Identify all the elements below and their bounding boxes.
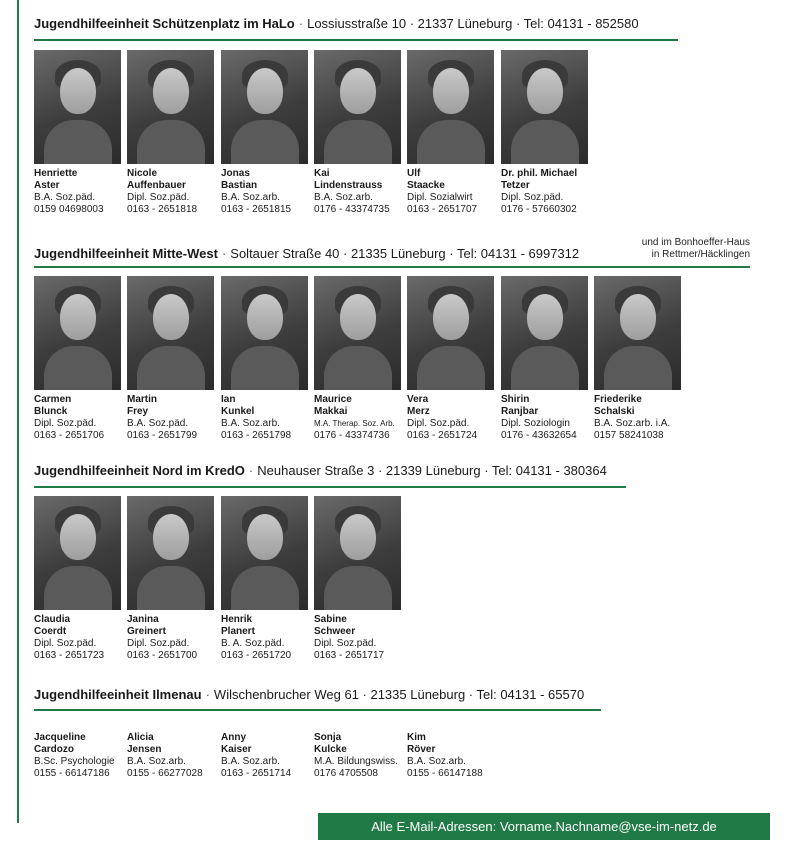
- email-note: Alle E-Mail-Adressen: Vorname.Nachname@vse-im-netz.de: [371, 819, 717, 834]
- first-name: Martin: [127, 394, 157, 405]
- portrait-photo: [34, 50, 121, 164]
- job-title: B.A. Soz.arb.: [314, 192, 373, 203]
- last-name: Kaiser: [221, 744, 252, 755]
- phone-number: 0163 - 2651700: [127, 650, 198, 661]
- job-title: B.A. Soz.päd.: [34, 192, 96, 203]
- phone-number: 0155 - 66147186: [34, 768, 110, 779]
- section-rule: [34, 39, 678, 41]
- first-name: Nicole: [127, 168, 158, 179]
- last-name: Röver: [407, 744, 436, 755]
- last-name: Kunkel: [221, 406, 255, 417]
- section-address: Soltauer Straße 40 · 21335 Lüneburg · Tel: 04131 - 6997312: [230, 246, 580, 261]
- person-card: [314, 728, 402, 780]
- job-title: B. A. Soz.päd.: [221, 638, 285, 649]
- last-name: Merz: [407, 406, 430, 417]
- phone-number: 0163 - 2651714: [221, 768, 292, 779]
- section-rule: [34, 266, 750, 268]
- person-card: [221, 728, 309, 780]
- job-title: B.A. Soz.arb.: [127, 756, 186, 767]
- first-name: Sonja: [314, 732, 342, 743]
- person-card: [34, 276, 122, 442]
- portrait-photo: [127, 276, 214, 390]
- first-name: Claudia: [34, 614, 71, 625]
- person-card: [127, 276, 215, 442]
- phone-number: 0159 04698003: [34, 204, 104, 215]
- phone-number: 0163 - 2651717: [314, 650, 385, 661]
- portrait-photo: [34, 496, 121, 610]
- section-name: Jugendhilfeeinheit Nord im KredO: [34, 463, 245, 478]
- portrait-photo: [127, 496, 214, 610]
- person-card: [407, 276, 495, 442]
- job-title: Dipl. Soz.päd.: [407, 418, 470, 429]
- last-name: Planert: [221, 626, 255, 637]
- portrait-photo: [221, 496, 308, 610]
- portrait-photo: [221, 276, 308, 390]
- phone-number: 0163 - 2651815: [221, 204, 292, 215]
- portrait-photo: [221, 50, 308, 164]
- phone-number: 0163 - 2651724: [407, 430, 478, 441]
- section-name: Jugendhilfeeinheit Schützenplatz im HaLo: [34, 16, 295, 31]
- section-address: Wilschenbrucher Weg 61 · 21335 Lüneburg · Tel: 04131 - 65570: [213, 687, 585, 702]
- job-title: M.A. Therap. Soz. Arb.: [314, 419, 395, 428]
- section-mitte-west: [34, 237, 750, 261]
- person-card: [314, 50, 402, 216]
- person-card: [221, 276, 309, 442]
- last-name: Tetzer: [501, 180, 530, 191]
- last-name: Kulcke: [314, 744, 347, 755]
- phone-number: 0157 58241038: [594, 430, 664, 441]
- person-card: [221, 50, 309, 216]
- person-card: [221, 496, 309, 662]
- portrait-photo: [127, 50, 214, 164]
- section-heading: Jugendhilfeeinheit Ilmenau · Wilschenbrucher Weg 61 · 21335 Lüneburg · Tel: 04131 - 65570: [34, 687, 585, 702]
- first-name: Jacqueline: [34, 732, 86, 743]
- last-name: Jensen: [127, 744, 162, 755]
- last-name: Makkai: [314, 406, 348, 417]
- last-name: Frey: [127, 406, 149, 417]
- section-name: Jugendhilfeeinheit Ilmenau: [34, 687, 202, 702]
- phone-number: 0163 - 2651706: [34, 430, 105, 441]
- last-name: Lindenstrauss: [314, 180, 383, 191]
- first-name: Vera: [407, 394, 429, 405]
- portrait-photo: [314, 50, 401, 164]
- portrait-photo: [407, 276, 494, 390]
- job-title: Dipl. Soz.päd.: [34, 638, 97, 649]
- section-heading: Jugendhilfeeinheit Nord im KredO · Neuhauser Straße 3 · 21339 Lüneburg · Tel: 04131 - 380364: [34, 463, 607, 478]
- first-name: Henriette: [34, 168, 78, 179]
- first-name: Friederike: [594, 394, 642, 405]
- job-title: B.A. Soz.arb.: [407, 756, 466, 767]
- phone-number: 0163 - 2651818: [127, 204, 198, 215]
- job-title: M.A. Bildungswiss.: [314, 756, 398, 767]
- first-name: Carmen: [34, 394, 72, 405]
- person-card: [594, 276, 682, 442]
- portrait-photo: [34, 276, 121, 390]
- last-name: Greinert: [127, 626, 166, 637]
- section-heading: Jugendhilfeeinheit Mitte-West · Soltauer Straße 40 · 21335 Lüneburg · Tel: 04131 - 6997312: [34, 246, 580, 261]
- section-ilmenau: [34, 687, 584, 702]
- job-title: B.A. Soz.arb.: [221, 192, 280, 203]
- job-title: B.A. Soz.arb. i.A.: [594, 418, 671, 429]
- first-name: Maurice: [314, 394, 352, 405]
- job-title: Dipl. Soziologin: [501, 418, 570, 429]
- phone-number: 0176 - 43632654: [501, 430, 577, 441]
- person-card: [34, 50, 122, 216]
- phone-number: 0176 - 43374735: [314, 204, 390, 215]
- job-title: Dipl. Soz.päd.: [127, 638, 190, 649]
- section-address: Lossiusstraße 10 · 21337 Lüneburg · Tel: 04131 - 852580: [307, 16, 639, 31]
- person-card: [407, 728, 495, 780]
- phone-number: 0163 - 2651798: [221, 430, 292, 441]
- job-title: Dipl. Soz.päd.: [34, 418, 97, 429]
- person-card: [314, 496, 402, 662]
- first-name: Dr. phil. Michael: [501, 168, 578, 179]
- location-note: und im Bonhoeffer-Haus in Rettmer/Häcklingen: [641, 237, 750, 260]
- first-name: Ian: [221, 394, 236, 405]
- section-rule: [34, 486, 626, 488]
- section-rule: [34, 709, 601, 711]
- left-accent-line: [17, 0, 19, 823]
- first-name: Jonas: [221, 168, 250, 179]
- portrait-photo: [314, 496, 401, 610]
- phone-number: 0155 - 66147188: [407, 768, 483, 779]
- person-card: [34, 496, 122, 662]
- first-name: Henrik: [221, 614, 253, 625]
- first-name: Kim: [407, 732, 426, 743]
- portrait-photo: [314, 276, 401, 390]
- last-name: Ranjbar: [501, 406, 539, 417]
- person-card: [407, 50, 495, 216]
- job-title: Dipl. Soz.päd.: [501, 192, 564, 203]
- first-name: Kai: [314, 168, 330, 179]
- phone-number: 0176 - 43374736: [314, 430, 390, 441]
- job-title: B.A. Soz.arb.: [221, 756, 280, 767]
- job-title: B.A. Soz.päd.: [127, 418, 189, 429]
- phone-number: 0163 - 2651723: [34, 650, 105, 661]
- phone-number: 0176 4705508: [314, 768, 378, 779]
- last-name: Auffenbauer: [127, 180, 186, 191]
- person-card: [501, 276, 589, 442]
- person-card: [501, 50, 589, 216]
- job-title: Dipl. Soz.päd.: [127, 192, 190, 203]
- phone-number: 0176 - 57660302: [501, 204, 577, 215]
- first-name: Alicia: [127, 732, 154, 743]
- section-schuetzenplatz: [34, 16, 639, 31]
- phone-number: 0155 - 66277028: [127, 768, 203, 779]
- last-name: Aster: [34, 180, 60, 191]
- job-title: Dipl. Soz.päd.: [314, 638, 377, 649]
- last-name: Cardozo: [34, 744, 74, 755]
- last-name: Coerdt: [34, 626, 67, 637]
- person-card: [127, 496, 215, 662]
- first-name: Anny: [221, 732, 246, 743]
- portrait-photo: [501, 276, 588, 390]
- person-card: [127, 728, 215, 780]
- person-card: [34, 728, 122, 780]
- last-name: Bastian: [221, 180, 258, 191]
- last-name: Blunck: [34, 406, 68, 417]
- first-name: Shirin: [501, 394, 530, 405]
- portrait-photo: [501, 50, 588, 164]
- last-name: Staacke: [407, 180, 445, 191]
- phone-number: 0163 - 2651799: [127, 430, 198, 441]
- phone-number: 0163 - 2651707: [407, 204, 478, 215]
- job-title: B.A. Soz.arb.: [221, 418, 280, 429]
- job-title: B.Sc. Psychologie: [34, 756, 115, 767]
- first-name: Sabine: [314, 614, 347, 625]
- section-address: Neuhauser Straße 3 · 21339 Lüneburg · Tel: 04131 - 380364: [257, 463, 607, 478]
- section-nord: [34, 463, 607, 478]
- first-name: Ulf: [407, 168, 421, 179]
- phone-number: 0163 - 2651720: [221, 650, 292, 661]
- last-name: Schweer: [314, 626, 356, 637]
- section-name: Jugendhilfeeinheit Mitte-West: [34, 246, 218, 261]
- last-name: Schalski: [594, 406, 635, 417]
- email-footer: [318, 813, 770, 840]
- section-heading: Jugendhilfeeinheit Schützenplatz im HaLo · Lossiusstraße 10 · 21337 Lüneburg · Tel: 04131 - 852580: [34, 16, 639, 31]
- first-name: Janina: [127, 614, 159, 625]
- portrait-photo: [407, 50, 494, 164]
- person-card: [314, 276, 402, 442]
- portrait-photo: [594, 276, 681, 390]
- job-title: Dipl. Sozialwirt: [407, 192, 473, 203]
- person-card: [127, 50, 215, 216]
